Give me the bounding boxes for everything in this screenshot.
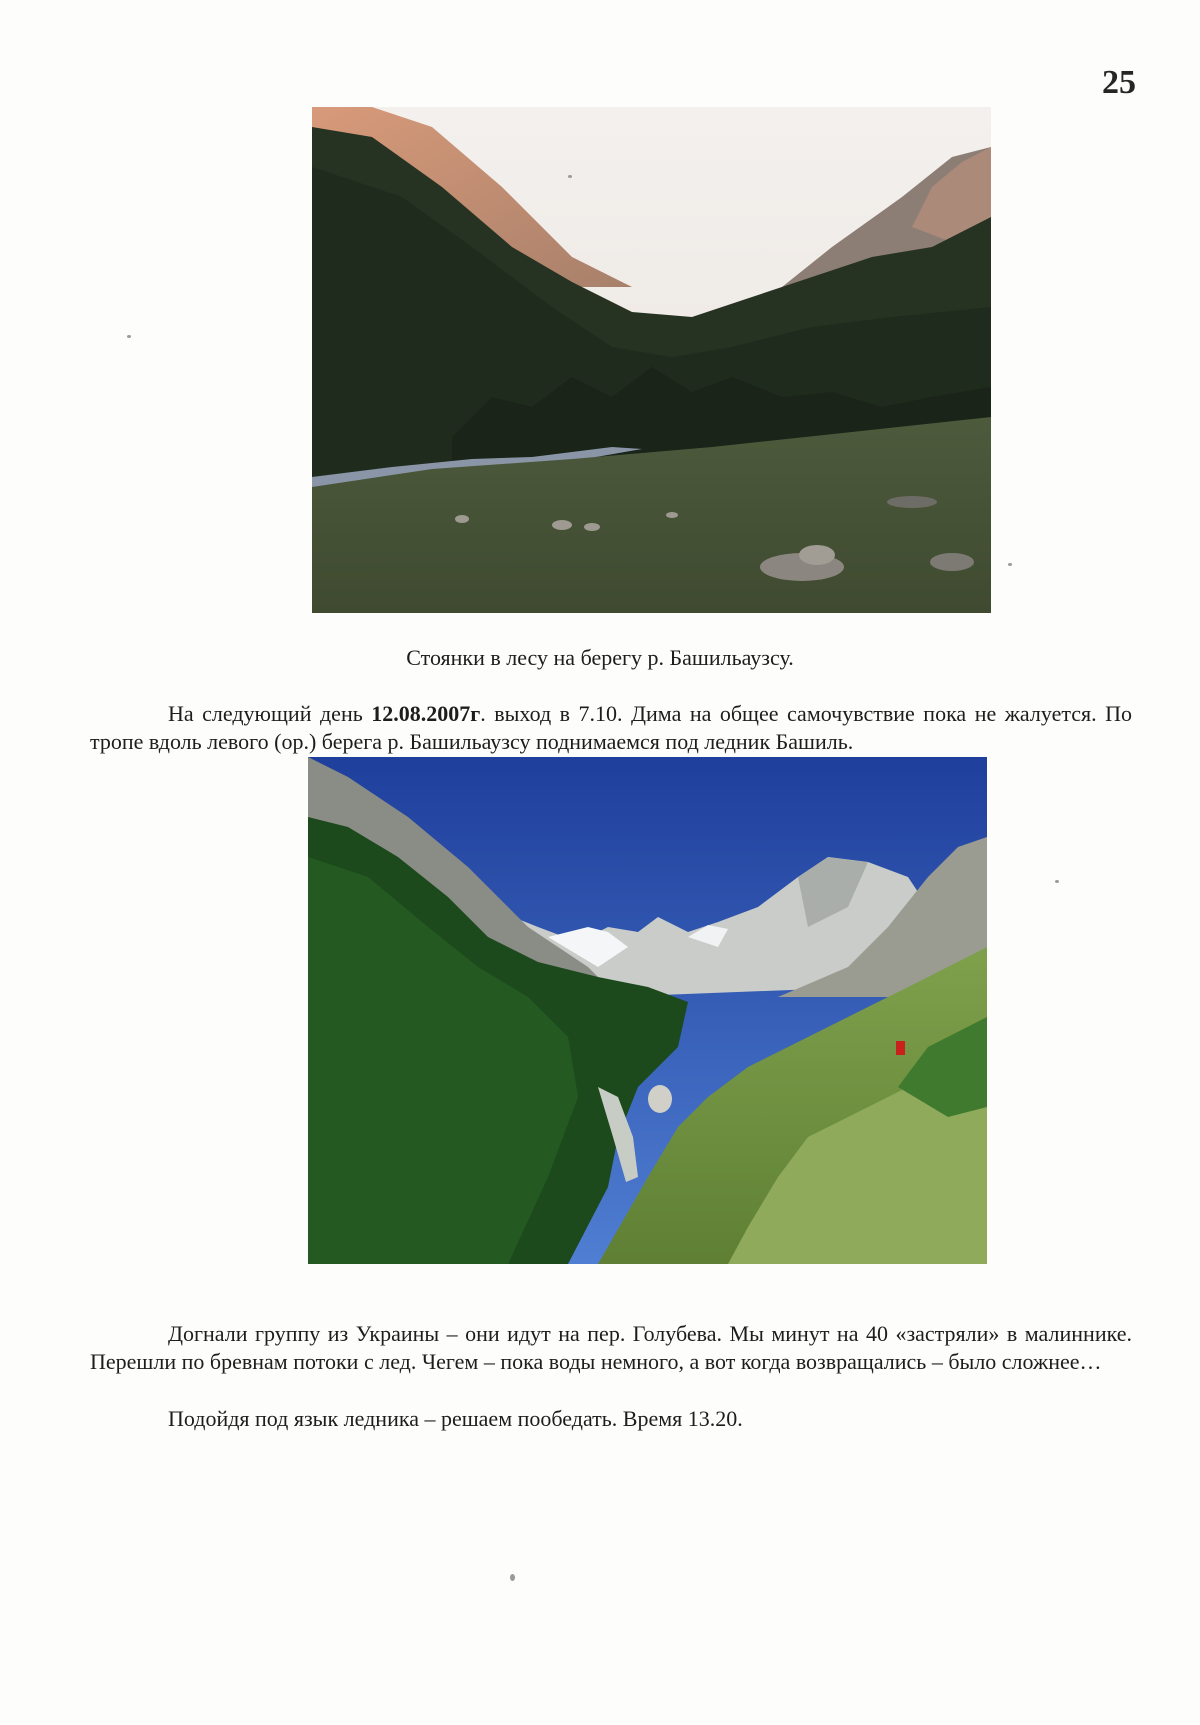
valley-campsite-photo [312, 107, 991, 613]
paragraph-ascent [90, 700, 1132, 756]
photo-caption: Стоянки в лесу на берегу р. Башильаузсу. [406, 645, 794, 670]
paragraph-lunch-text: Подойдя под язык ледника – решаем пообедать. Время 13.20. [168, 1406, 743, 1431]
date-text: 12.08.2007г [371, 701, 481, 726]
glacier-valley-photo [308, 757, 987, 1264]
page-number: 25 [1102, 64, 1136, 101]
paragraph-lunch [90, 1405, 1132, 1433]
paragraph-ukraine-group-text: Догнали группу из Украины – они идут на пер. Голубева. Мы минут на 40 «застряли» в малиннике. Перешли по бревнам потоки с лед. Чегем – пока воды немного, а вот когда возвращались – было сложнее… [90, 1321, 1132, 1374]
paragraph-ascent-text-end: . выход в 7.10. Дима на общее самочувствие пока не жалуется. По тропе вдоль левого (ор.) берега р. Башильаузсу поднимаемся под ледник Башиль. [90, 701, 1132, 754]
paragraph-ascent-text-start: На следующий день [168, 701, 372, 726]
paragraph-ukraine-group [90, 1320, 1132, 1376]
